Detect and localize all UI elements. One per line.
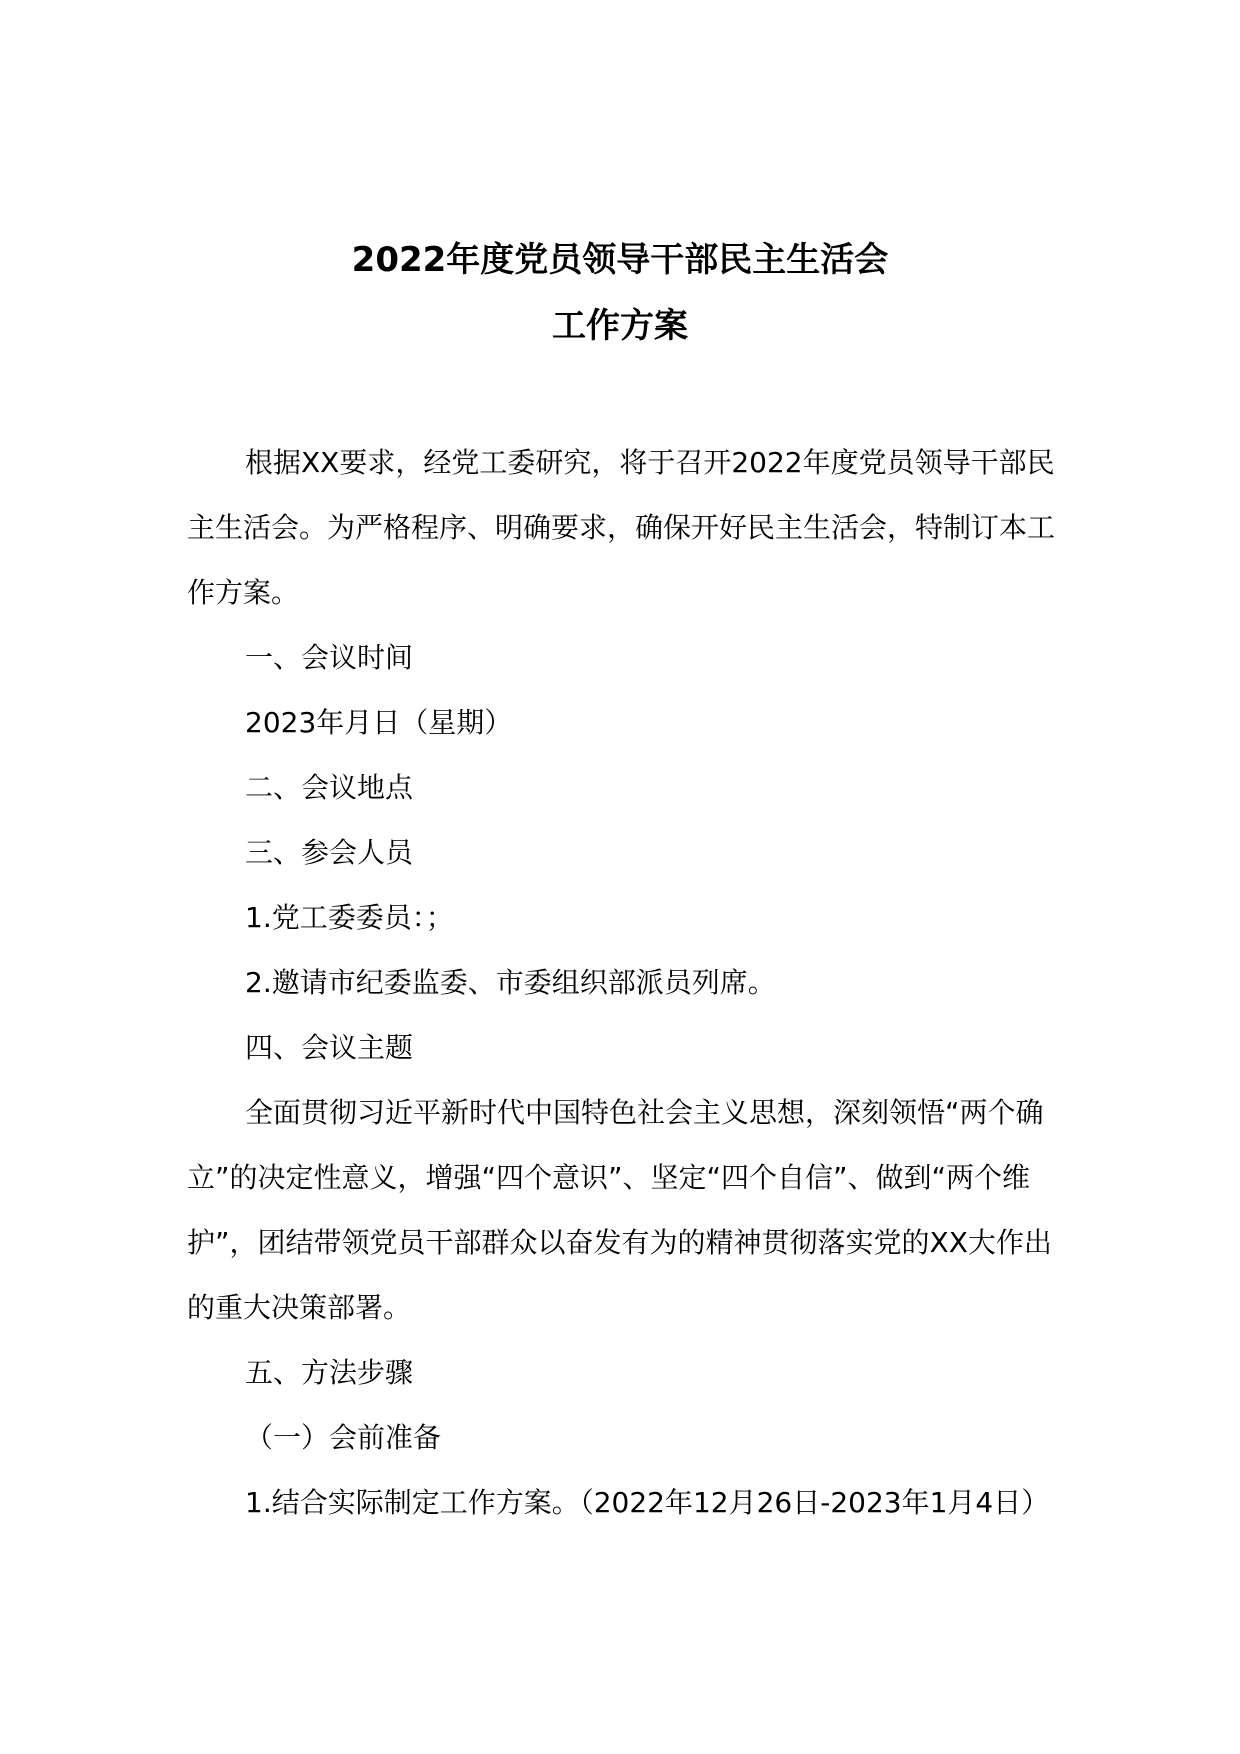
intro-paragraph: 根据XX要求，经党工委研究，将于召开2022年度党员领导干部民主生活会。为严格程序、明确要求，确保开好民主生活会，特制订本工作方案。 [187, 446, 1056, 609]
section-heading-time: 一、会议时间 [245, 641, 414, 674]
subsection-heading-prep: （一）会前准备 [245, 1421, 442, 1454]
section-heading-steps: 五、方法步骤 [245, 1356, 414, 1389]
meeting-date: 2023年月日（星期） [245, 706, 513, 739]
section-heading-location: 二、会议地点 [245, 771, 414, 804]
attendee-item-1: 1.党工委委员：； [245, 901, 454, 934]
step-item-1: 1.结合实际制定工作方案。（2022年12月26日-2023年1月4日） [245, 1486, 1050, 1519]
document-body [187, 430, 1057, 1535]
theme-paragraph: 全面贯彻习近平新时代中国特色社会主义思想，深刻领悟“两个确立”的决定性意义，增强“四个意识”、坚定“四个自信”、做到“两个维护”，团结带领党员干部群众以奋发有为的精神贯彻落实党的XX大作出的重大决策部署。 [187, 1096, 1052, 1324]
section-heading-attendees: 三、参会人员 [245, 836, 414, 869]
document-title: 2022年度党员领导干部民主生活会 [351, 240, 889, 280]
document-subtitle: 工作方案 [552, 306, 688, 346]
attendee-item-2: 2.邀请市纪委监委、市委组织部派员列席。 [245, 966, 776, 999]
section-heading-theme: 四、会议主题 [245, 1031, 414, 1064]
